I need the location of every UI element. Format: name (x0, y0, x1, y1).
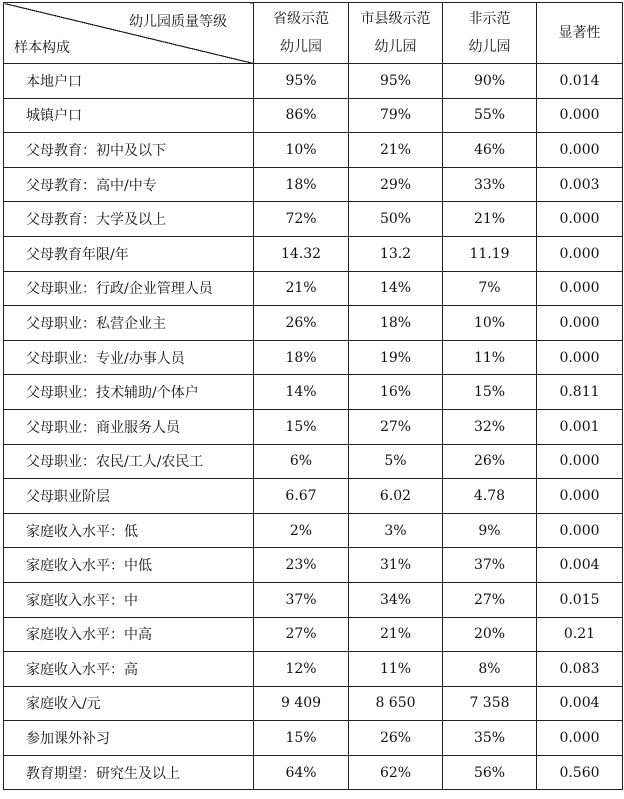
column-header-line2: 幼儿园 (468, 39, 511, 55)
cell-significance: 0.004 (537, 686, 623, 721)
cell-non-model: 4.78 (443, 479, 537, 514)
cell-municipal: 11% (349, 652, 443, 687)
cell-provincial: 2% (254, 513, 349, 548)
cell-significance: 0.560 (537, 755, 623, 790)
cell-municipal: 95% (349, 64, 443, 99)
table-row (4, 548, 623, 583)
cell-non-model: 11.19 (443, 236, 537, 271)
cell-municipal: 13.2 (349, 236, 443, 271)
cell-provincial: 23% (254, 548, 349, 583)
cell-non-model: 90% (443, 64, 537, 99)
column-header-non-model (443, 3, 537, 64)
cell-municipal: 3% (349, 513, 443, 548)
table-row (4, 409, 623, 444)
cell-non-model: 9% (443, 513, 537, 548)
cell-non-model: 55% (443, 98, 537, 133)
cell-provincial: 14% (254, 375, 349, 410)
row-label: 父母职业：私营企业主 (4, 306, 254, 341)
cell-municipal: 27% (349, 409, 443, 444)
column-header-line2: 幼儿园 (280, 39, 322, 55)
table-row (4, 133, 623, 168)
cell-non-model: 21% (443, 202, 537, 237)
cell-non-model: 33% (443, 167, 537, 202)
column-header-line1: 非示范 (468, 11, 511, 27)
row-label: 父母教育：高中/中专 (4, 167, 254, 202)
table-row (4, 202, 623, 237)
row-label: 家庭收入水平：中高 (4, 617, 254, 652)
column-header-municipal (349, 3, 443, 64)
cell-municipal: 16% (349, 375, 443, 410)
cell-significance: 0.000 (537, 306, 623, 341)
table-row (4, 306, 623, 341)
cell-significance: 0.004 (537, 548, 623, 583)
cell-municipal: 50% (349, 202, 443, 237)
table-row (4, 513, 623, 548)
cell-non-model: 20% (443, 617, 537, 652)
cell-significance: 0.003 (537, 167, 623, 202)
cell-municipal: 79% (349, 98, 443, 133)
row-label: 父母职业：专业/办事人员 (4, 340, 254, 375)
row-label: 家庭收入水平：低 (4, 513, 254, 548)
cell-significance: 0.000 (537, 340, 623, 375)
cell-significance: 0.001 (537, 409, 623, 444)
cell-non-model: 7% (443, 271, 537, 306)
cell-provincial: 26% (254, 306, 349, 341)
table-body (4, 64, 623, 790)
cell-significance: 0.083 (537, 652, 623, 687)
cell-provincial: 10% (254, 133, 349, 168)
cell-provincial: 95% (254, 64, 349, 99)
cell-significance: 0.000 (537, 271, 623, 306)
table-row (4, 617, 623, 652)
cell-non-model: 37% (443, 548, 537, 583)
cell-significance: 0.015 (537, 582, 623, 617)
row-label: 教育期望：研究生及以上 (4, 755, 254, 790)
cell-non-model: 27% (443, 582, 537, 617)
row-label: 本地户口 (4, 64, 254, 99)
table-row (4, 582, 623, 617)
column-header-line1: 省级示范 (273, 11, 329, 27)
cell-provincial: 6% (254, 444, 349, 479)
cell-non-model: 32% (443, 409, 537, 444)
table-header-row (4, 3, 623, 64)
table-row (4, 375, 623, 410)
table-row (4, 271, 623, 306)
table-row (4, 340, 623, 375)
cell-municipal: 34% (349, 582, 443, 617)
cell-significance: 0.000 (537, 721, 623, 756)
row-label: 家庭收入水平：高 (4, 652, 254, 687)
table-row (4, 721, 623, 756)
corner-top-label: 幼儿园质量等级 (129, 14, 227, 30)
table-row (4, 444, 623, 479)
cell-provincial: 14.32 (254, 236, 349, 271)
cell-significance: 0.014 (537, 64, 623, 99)
table-row (4, 167, 623, 202)
cell-municipal: 29% (349, 167, 443, 202)
cell-municipal: 62% (349, 755, 443, 790)
row-label: 父母教育：大学及以上 (4, 202, 254, 237)
cell-municipal: 18% (349, 306, 443, 341)
cell-municipal: 21% (349, 617, 443, 652)
corner-bottom-label: 样本构成 (14, 40, 70, 56)
row-label: 家庭收入水平：中 (4, 582, 254, 617)
cell-non-model: 56% (443, 755, 537, 790)
row-label: 父母教育：初中及以下 (4, 133, 254, 168)
cell-significance: 0.000 (537, 479, 623, 514)
cell-significance: 0.000 (537, 202, 623, 237)
table-row (4, 64, 623, 99)
table-row (4, 755, 623, 790)
row-label: 城镇户口 (4, 98, 254, 133)
cell-provincial: 15% (254, 721, 349, 756)
cell-non-model: 8% (443, 652, 537, 687)
cell-municipal: 26% (349, 721, 443, 756)
table-row (4, 98, 623, 133)
cell-significance: 0.000 (537, 444, 623, 479)
cell-municipal: 31% (349, 548, 443, 583)
cell-provincial: 64% (254, 755, 349, 790)
cell-provincial: 72% (254, 202, 349, 237)
cell-provincial: 12% (254, 652, 349, 687)
cell-non-model: 11% (443, 340, 537, 375)
cell-municipal: 8 650 (349, 686, 443, 721)
cell-provincial: 86% (254, 98, 349, 133)
column-header-provincial (254, 3, 349, 64)
row-label: 父母职业阶层 (4, 479, 254, 514)
row-label: 父母职业：商业服务人员 (4, 409, 254, 444)
cell-significance: 0.000 (537, 98, 623, 133)
diagonal-header-cell (4, 3, 254, 64)
cell-significance: 0.000 (537, 133, 623, 168)
cell-non-model: 26% (443, 444, 537, 479)
cell-provincial: 9 409 (254, 686, 349, 721)
cell-provincial: 6.67 (254, 479, 349, 514)
cell-municipal: 5% (349, 444, 443, 479)
cell-provincial: 15% (254, 409, 349, 444)
cell-provincial: 18% (254, 167, 349, 202)
row-label: 父母职业：农民/工人/农民工 (4, 444, 254, 479)
cell-non-model: 10% (443, 306, 537, 341)
row-label: 家庭收入/元 (4, 686, 254, 721)
cell-significance: 0.000 (537, 236, 623, 271)
cell-municipal: 21% (349, 133, 443, 168)
row-label: 参加课外补习 (4, 721, 254, 756)
cell-significance: 0.21 (537, 617, 623, 652)
cell-non-model: 15% (443, 375, 537, 410)
cell-significance: 0.811 (537, 375, 623, 410)
column-header-line1: 市县级示范 (360, 11, 431, 27)
table-row (4, 652, 623, 687)
column-header-line1: 显著性 (558, 25, 601, 41)
row-label: 父母职业：技术辅助/个体户 (4, 375, 254, 410)
cell-provincial: 18% (254, 340, 349, 375)
cell-provincial: 21% (254, 271, 349, 306)
cell-municipal: 19% (349, 340, 443, 375)
cell-non-model: 46% (443, 133, 537, 168)
cell-municipal: 14% (349, 271, 443, 306)
table-row (4, 686, 623, 721)
cell-non-model: 35% (443, 721, 537, 756)
row-label: 父母职业：行政/企业管理人员 (4, 271, 254, 306)
sample-composition-table (3, 2, 623, 790)
cell-municipal: 6.02 (349, 479, 443, 514)
cell-provincial: 27% (254, 617, 349, 652)
table-row (4, 236, 623, 271)
cell-provincial: 37% (254, 582, 349, 617)
table-row (4, 479, 623, 514)
row-label: 父母教育年限/年 (4, 236, 254, 271)
column-header-line2: 幼儿园 (374, 39, 417, 55)
cell-significance: 0.000 (537, 513, 623, 548)
row-label: 家庭收入水平：中低 (4, 548, 254, 583)
cell-non-model: 7 358 (443, 686, 537, 721)
column-header-significance (537, 3, 623, 64)
